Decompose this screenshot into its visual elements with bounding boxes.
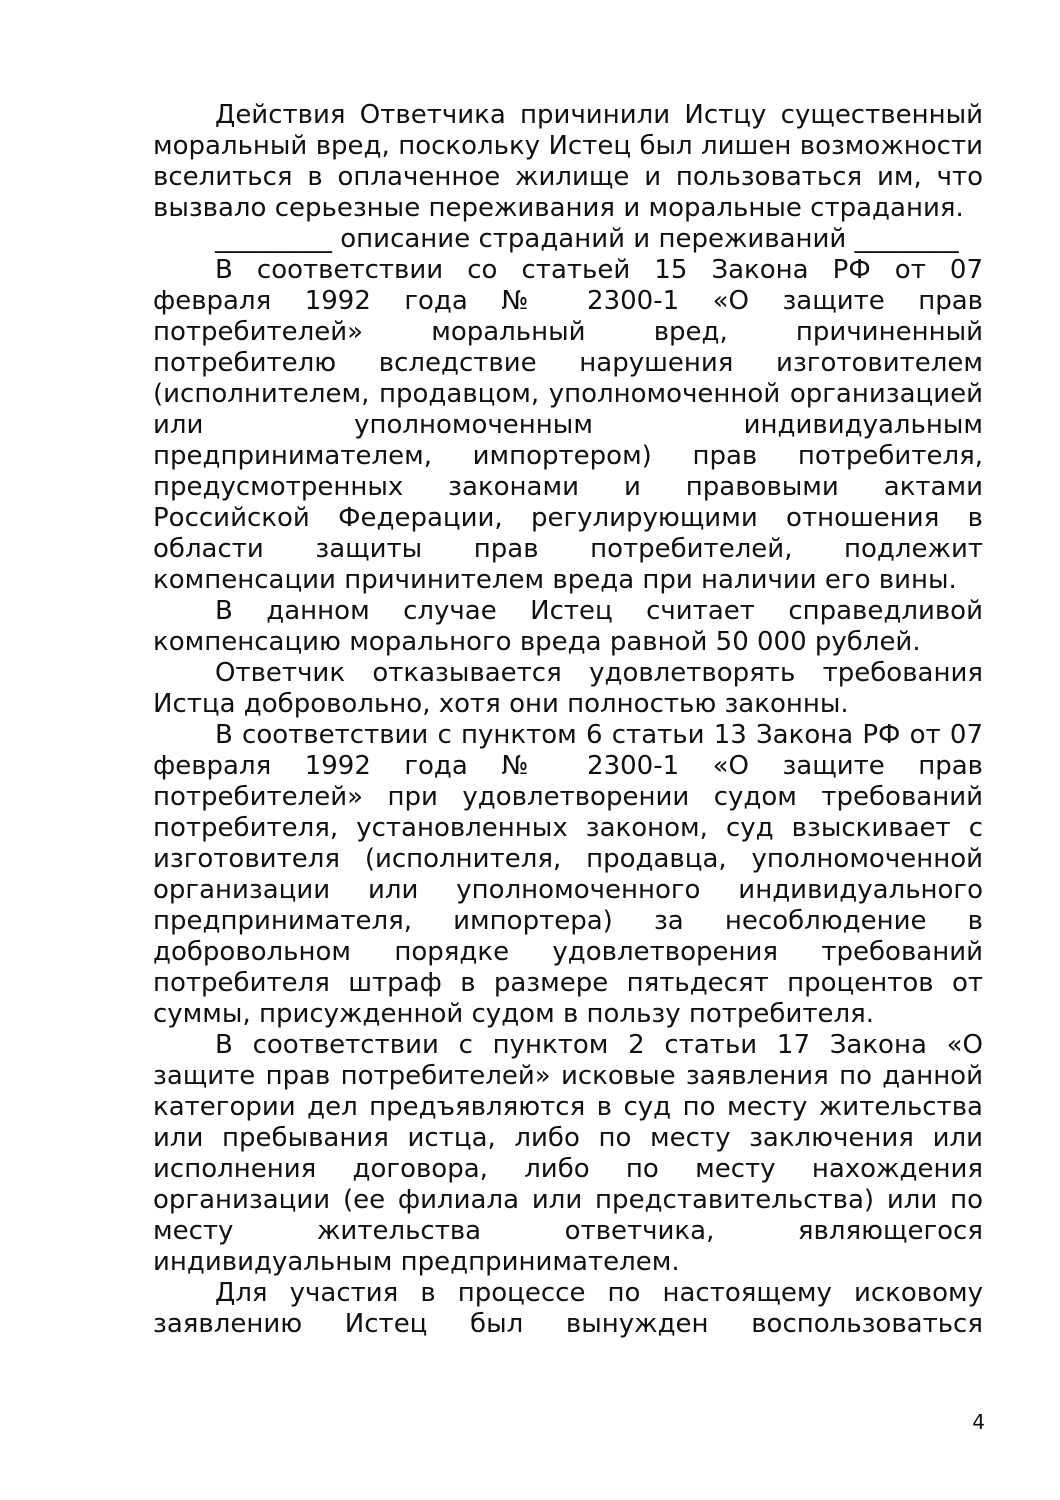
document-body — [153, 100, 983, 1340]
paragraph-moral-harm: Действия Ответчика причинили Истцу существенный моральный вред, поскольку Истец был лишен возможности вселиться в оплаченное жилище и пользоваться им, что вызвало серьезные переживания и моральные страдания. — [153, 100, 983, 223]
paragraph-participation: Для участия в процессе по настоящему исковому заявлению Истец был вынужден воспользоваться — [153, 1278, 983, 1339]
paragraph-refusal: Ответчик отказывается удовлетворять требования Истца добровольно, хотя они полностью законны. — [153, 658, 983, 719]
paragraph-article-13-fine: В соответствии с пунктом 6 статьи 13 Закона РФ от 07 февраля 1992 года № 2300-1 «О защите прав потребителей» при удовлетворении судом требований потребителя, установленных законом, суд взыскивает с изготовителя (исполнителя, продавца, уполномоченной организации или уполномоченного индивидуального предпринимателя, импортера) за несоблюдение в добровольном порядке удовлетворения требований потребителя штраф в размере пятьдесят процентов от суммы, присужденной судом в пользу потребителя. — [153, 720, 983, 1029]
paragraph-suffering-placeholder: _________ описание страданий и переживаний ________ — [215, 224, 959, 254]
page-number: 4 — [972, 1410, 985, 1434]
paragraph-article-17-jurisdiction: В соответствии с пунктом 2 статьи 17 Закона «О защите прав потребителей» исковые заявления по данной категории дел предъявляются в суд по месту жительства или пребывания истца, либо по месту заключения или исполнения договора, либо по месту нахождения организации (ее филиала или представительства) или по месту жительства ответчика, являющегося индивидуальным предпринимателем. — [153, 1030, 983, 1277]
paragraph-compensation-amount: В данном случае Истец считает справедливой компенсацию морального вреда равной 50 000 рублей. — [153, 596, 983, 657]
paragraph-article-15: В соответствии со статьей 15 Закона РФ от 07 февраля 1992 года № 2300-1 «О защите прав потребителей» моральный вред, причиненный потребителю вследствие нарушения изготовителем (исполнителем, продавцом, уполномоченной организацией или уполномоченным индивидуальным предпринимателем, импортером) прав потребителя, предусмотренных законами и правовыми актами Российской Федерации, регулирующими отношения в области защиты прав потребителей, подлежит компенсации причинителем вреда при наличии его вины. — [153, 255, 983, 595]
